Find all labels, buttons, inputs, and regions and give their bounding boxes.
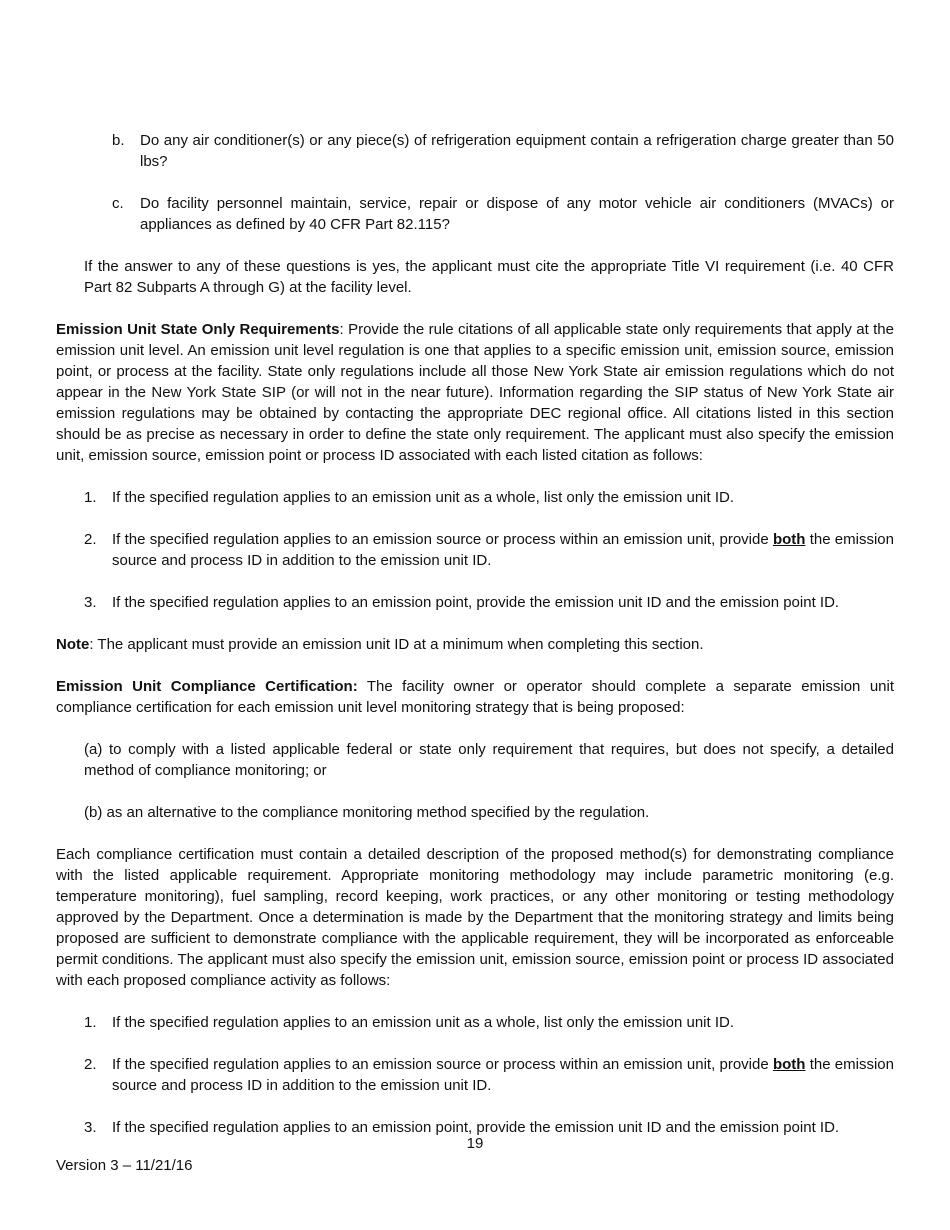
state-only-body: : Provide the rule citations of all applicable state only requirements that apply at the emission unit level. An emission unit level regulation is one that applies to a specific emission unit, emission source, emission point, or process at the facility. State only regulations include all those New York State air emission regulations which do not appear in the New York State SIP (or will not in the near future). Information regarding the SIP status of New York State air emission regulations may be obtained by contacting the appropriate DEC regional office. All citations listed in this section should be as precise as necessary in order to define the state only requirement. The applicant must also specify the emission unit, emission source, emission point or process ID associated with each listed citation as follows:	[56, 321, 894, 464]
document-page	[56, 130, 894, 1138]
option-b: (b) as an alternative to the compliance monitoring method specified by the regulation.	[84, 804, 650, 821]
compliance-description: Each compliance certification must contain a detailed description of the proposed method(s) for demonstrating compliance with the listed applicable requirement. Appropriate monitoring methodology may include parametric monitoring (e.g. temperature monitoring), fuel sampling, record keeping, work practices, or any other monitoring or testing methodology approved by the Department. Once a determination is made by the Department that the monitoring strategy and limits being proposed are sufficient to demonstrate compliance with the applicable requirement, they will be incorporated as enforceable permit conditions. The applicant must also specify the emission unit, emission source, emission point or process ID associated with each proposed compliance activity as follows:	[56, 846, 894, 989]
list-item-text: If the specified regulation applies to an emission unit as a whole, list only the emission unit ID.	[112, 489, 735, 506]
list-item-text: the emission source and process ID in addition to the emission unit ID.	[112, 531, 894, 569]
list-marker: c.	[112, 195, 124, 212]
compliance-paragraph	[56, 676, 894, 718]
list-item	[56, 592, 894, 613]
list-item-text: the emission source and process ID in addition to the emission unit ID.	[112, 1056, 894, 1094]
list-item-text: If the specified regulation applies to an emission unit as a whole, list only the emission unit ID.	[112, 1014, 735, 1031]
list-item	[56, 487, 894, 508]
list-item-text: If the specified regulation applies to an emission point, provide the emission unit ID and the emission point ID.	[112, 1119, 840, 1136]
emphasis-both: both	[772, 531, 806, 548]
list-item	[56, 529, 894, 571]
emphasis-both: both	[772, 1056, 806, 1073]
list-marker: 3.	[84, 594, 97, 611]
list-item-text: If the specified regulation applies to an emission source or process within an emission unit, provide	[112, 1056, 773, 1073]
list-item	[56, 1012, 894, 1033]
compliance-body: The facility owner or operator should complete a separate emission unit compliance certification for each emission unit level monitoring strategy that is being proposed:	[56, 678, 895, 716]
note-text: : The applicant must provide an emission unit ID at a minimum when completing this section.	[89, 636, 704, 653]
list-marker: b.	[112, 132, 125, 149]
question-c	[56, 193, 894, 235]
state-only-paragraph	[56, 319, 894, 466]
version-footer: Version 3 – 11/21/16	[56, 1157, 193, 1174]
note-paragraph	[56, 634, 894, 655]
title-vi-conclusion: If the answer to any of these questions is yes, the applicant must cite the appropriate Title VI requirement (i.e. 40 CFR Part 82 Subparts A through G) at the facility level.	[84, 258, 894, 296]
list-marker: 2.	[84, 1056, 97, 1073]
option-a: (a) to comply with a listed applicable federal or state only requirement that requires, but does not specify, a detailed method of compliance monitoring; or	[84, 741, 894, 779]
list-marker: 1.	[84, 1014, 97, 1031]
list-item	[56, 1054, 894, 1096]
list-marker: 1.	[84, 489, 97, 506]
question-text: Do any air conditioner(s) or any piece(s) of refrigeration equipment contain a refrigeration charge greater than 50 lbs?	[140, 132, 894, 170]
question-b	[56, 130, 894, 172]
page-number: 19	[466, 1135, 484, 1152]
note-label: Note	[56, 636, 90, 653]
question-text: Do facility personnel maintain, service, repair or dispose of any motor vehicle air conditioners (MVACs) or appliances as defined by 40 CFR Part 82.115?	[140, 195, 894, 233]
state-only-heading: Emission Unit State Only Requirements	[56, 321, 340, 338]
list-item-text: If the specified regulation applies to an emission point, provide the emission unit ID and the emission point ID.	[112, 594, 840, 611]
list-item-text: If the specified regulation applies to an emission source or process within an emission unit, provide	[112, 531, 773, 548]
list-marker: 3.	[84, 1119, 97, 1136]
list-marker: 2.	[84, 531, 97, 548]
compliance-heading: Emission Unit Compliance Certification:	[56, 678, 358, 695]
